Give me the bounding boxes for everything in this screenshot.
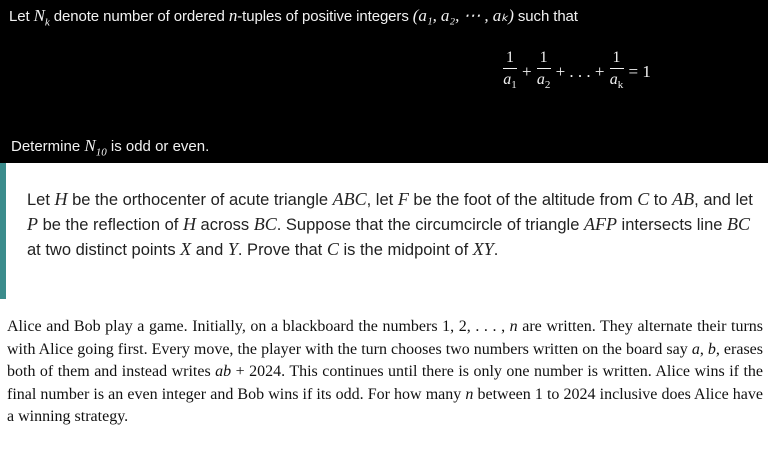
text: -tuples of positive integers [237, 8, 413, 25]
problem-1-card [0, 0, 768, 163]
problem-1-question: Determine $N_{10}$ is odd or even. [11, 136, 210, 159]
equals-one: = 1 [628, 62, 651, 81]
fraction-1-over-ak: $\frac{1}{a_k}$ [609, 49, 624, 92]
text: Let [9, 8, 34, 25]
sum-equation [500, 44, 653, 100]
math-N10: $N_{10}$ [84, 136, 107, 159]
fraction-1-over-a1: $\frac{1}{a_1}$ [503, 49, 517, 92]
plus-sign: + [522, 62, 532, 81]
text: denote number of ordered [49, 8, 229, 25]
accent-bar [0, 163, 6, 299]
math-tuple: (a₁, a₂, ⋯ , aₖ) [412, 6, 514, 25]
problem-2-card [0, 163, 768, 299]
problem-2-statement: Let H be the orthocenter of acute triangle ABC, let F be the foot of the altitude from C to AB, and let P be the reflection of H across BC. Suppose that the circumcircle of triangle AFP intersects line BC at two distinct points X and Y. Prove that C is the midpoint of XY. [27, 189, 753, 259]
text: such that [513, 8, 578, 25]
fraction-1-over-a2: $\frac{1}{a_2}$ [536, 49, 551, 92]
math-N: $N_k$ [33, 6, 50, 29]
problem-1-statement [9, 6, 578, 28]
ellipsis-plus: + . . . + [555, 62, 605, 81]
math-n: n [228, 6, 238, 25]
problem-3-statement: Alice and Bob play a game. Initially, on a blackboard the numbers 1, 2, . . . , n are written. They alternate their turns with Alice going first. Every move, the player with the turn chooses two numbers written on the board say a, b, erases both of them and instead writes ab + 2024. This continues until there is only one number is written. Alice wins if the final number is an even integer and Bob wins if its odd. For how many n between 1 to 2024 inclusive does Alice have a winning strategy. [7, 318, 764, 425]
